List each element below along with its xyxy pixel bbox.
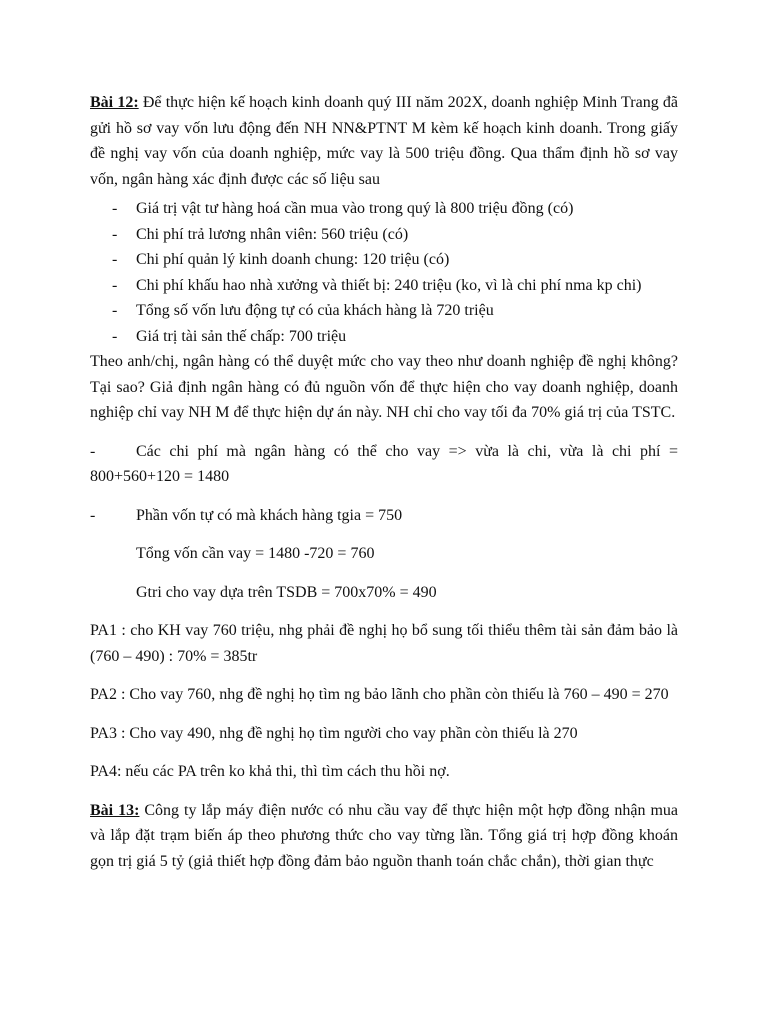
- exercise-13-title: Bài 13:: [90, 801, 140, 819]
- exercise-13-intro-text: Công ty lắp máy điện nước có nhu cầu vay để thực hiện một hợp đồng nhận mua và lắp đặt trạm biến áp theo phương thức cho vay từng lần. Tổng giá trị hợp đồng khoán gọn trị giá 5 tỷ (giả thiết hợp đồng đảm bảo nguồn thanh toán chắc chắn), thời gian thực: [90, 801, 679, 870]
- list-item-text: Giá trị vật tư hàng hoá cần mua vào trong quý là 800 triệu đồng (có): [136, 200, 574, 217]
- list-item: [90, 298, 678, 324]
- exercise-12-intro: [90, 90, 678, 192]
- solution-line-total-loan: Tổng vốn cần vay = 1480 -720 = 760: [136, 545, 375, 562]
- list-item-text: Tổng số vốn lưu động tự có của khách hàng là 720 triệu: [136, 302, 494, 319]
- list-item: [90, 273, 678, 299]
- solution-equity-text: Phần vốn tự có mà khách hàng tgia = 750: [136, 506, 403, 524]
- solution-line-equity: [90, 503, 678, 529]
- exercise-12-intro-text: Để thực hiện kế hoạch kinh doanh quý III năm 202X, doanh nghiệp Minh Trang đã gửi hồ sơ vay vốn lưu động đến NH NN&PTNT M kèm kế hoạch kinh doanh. Trong giấy đề nghị vay vốn của doanh nghiệp, mức vay là 500 triệu đồng. Qua thẩm định hồ sơ vay vốn, ngân hàng xác định được các số liệu sau: [90, 94, 678, 188]
- exercise-12-data-list: [90, 196, 678, 349]
- exercise-12-title: Bài 12:: [90, 94, 139, 111]
- list-dash: -: [112, 225, 118, 243]
- list-dash: -: [112, 302, 118, 319]
- solution-costs-text: Các chi phí mà ngân hàng có thể cho vay => vừa là chi, vừa là chi phí = 800+560+120 = 1480: [90, 442, 678, 485]
- list-item: [90, 222, 678, 248]
- solution-line-costs: [90, 439, 678, 490]
- option-pa2: PA2 : Cho vay 760, nhg đề nghị họ tìm ng bảo lãnh cho phần còn thiếu là 760 – 490 = 270: [90, 686, 669, 703]
- option-pa4: PA4: nếu các PA trên ko khả thi, thì tìm cách thu hồi nợ.: [90, 763, 450, 780]
- list-item-text: Chi phí khấu hao nhà xưởng và thiết bị: 240 triệu (ko, vì là chi phí nma kp chi): [136, 276, 642, 294]
- solution-line-collateral-value: Gtri cho vay dựa trên TSDB = 700x70% = 490: [136, 583, 437, 601]
- solution-dash: -: [90, 506, 96, 524]
- option-pa1: PA1 : cho KH vay 760 triệu, nhg phải đề nghị họ bổ sung tối thiểu thêm tài sản đảm bảo là (760 – 490) : 70% = 385tr: [90, 622, 678, 665]
- solution-dash: -: [90, 442, 96, 460]
- list-item-text: Giá trị tài sản thế chấp: 700 triệu: [136, 327, 347, 345]
- list-item: [90, 196, 678, 222]
- list-dash: -: [112, 251, 118, 268]
- list-dash: -: [112, 276, 118, 294]
- list-dash: -: [112, 200, 118, 217]
- list-item: [90, 324, 678, 350]
- exercise-12-question: Theo anh/chị, ngân hàng có thể duyệt mức cho vay theo như doanh nghiệp đề nghị không? Tại sao? Giả định ngân hàng có đủ nguồn vốn để thực hiện cho vay doanh nghiệp, doanh nghiệp chỉ vay NH M để thực hiện dự án này. NH chỉ cho vay tối đa 70% giá trị của TSTC.: [90, 353, 678, 421]
- list-dash: -: [112, 327, 118, 345]
- exercise-13-intro: [90, 798, 678, 875]
- list-item-text: Chi phí trả lương nhân viên: 560 triệu (có): [136, 225, 409, 243]
- list-item: [90, 247, 678, 273]
- document-page: [90, 90, 678, 874]
- option-pa3: PA3 : Cho vay 490, nhg đề nghị họ tìm người cho vay phần còn thiếu là 270: [90, 724, 578, 742]
- list-item-text: Chi phí quản lý kinh doanh chung: 120 triệu (có): [136, 251, 450, 268]
